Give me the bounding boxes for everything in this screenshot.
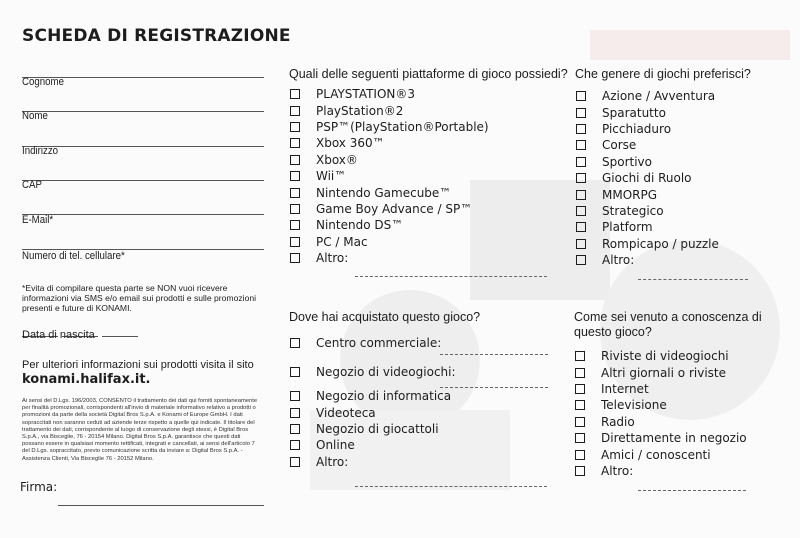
platform-option[interactable]: [290, 152, 489, 168]
form-title: SCHEDA DI REGISTRAZIONE: [22, 26, 291, 46]
option-label: Sparatutto: [602, 105, 666, 120]
mobile-field[interactable]: [22, 234, 264, 250]
option-label: Riviste di videogiochi: [601, 349, 729, 364]
birth-year-line[interactable]: [102, 336, 138, 337]
genre-option[interactable]: [576, 203, 719, 219]
platform-option[interactable]: [290, 119, 489, 135]
mall-name-field[interactable]: [440, 354, 548, 355]
purchase-option[interactable]: [290, 404, 456, 420]
checkbox[interactable]: [575, 466, 585, 476]
option-label: Rompicapo / puzzle: [602, 236, 719, 251]
option-label: Videoteca: [316, 405, 376, 420]
option-label: Azione / Avventura: [602, 89, 716, 104]
checkbox[interactable]: [290, 171, 300, 181]
checkbox[interactable]: [576, 255, 586, 265]
discovery-list: [575, 348, 747, 479]
option-label: Direttamente in negozio: [601, 431, 747, 446]
checkbox[interactable]: [290, 155, 300, 165]
option-label: Game Boy Advance / SP™: [316, 201, 473, 216]
discovery-other-field[interactable]: [638, 490, 746, 491]
genre-option[interactable]: [576, 121, 719, 137]
checkbox[interactable]: [575, 384, 585, 394]
checkbox[interactable]: [576, 91, 586, 101]
genre-option[interactable]: [576, 170, 719, 186]
checkbox[interactable]: [575, 417, 585, 427]
mobile-label-wrap: [22, 250, 264, 262]
checkbox[interactable]: [576, 239, 586, 249]
checkbox[interactable]: [576, 222, 586, 232]
checkbox[interactable]: [576, 140, 586, 150]
checkbox[interactable]: [290, 204, 300, 214]
surname-label: Cognome: [22, 76, 64, 88]
option-label: Xbox®: [316, 152, 358, 167]
genres-list: [576, 88, 719, 268]
option-label: Negozio di giocattoli: [316, 421, 439, 436]
sms-footnote: *Evita di compilare questa parte se NON vuoi ricevere informazioni via SMS e/o email sui prodotti e sulle promozioni presenti e future di KONAMI.: [22, 283, 257, 313]
discovery-option[interactable]: [575, 348, 747, 364]
genre-option[interactable]: [576, 154, 719, 170]
option-label: Internet: [601, 381, 649, 396]
email-label-wrap: [22, 214, 264, 226]
discovery-option[interactable]: [575, 397, 747, 413]
purchase-option[interactable]: [290, 454, 456, 470]
option-label: Nintendo Gamecube™: [316, 185, 452, 200]
checkbox[interactable]: [290, 188, 300, 198]
platform-other-field[interactable]: [355, 276, 547, 277]
platforms-list: [290, 86, 489, 266]
checkbox[interactable]: [290, 424, 300, 434]
platform-option[interactable]: [290, 234, 489, 250]
platforms-question: Quali delle seguenti piattaforme di gioco possiedi?: [289, 67, 568, 81]
checkbox[interactable]: [576, 206, 586, 216]
platform-option[interactable]: [290, 168, 489, 184]
genre-option[interactable]: [576, 104, 719, 120]
info-text: Per ulteriori informazioni sui prodotti visita il sito: [22, 359, 254, 371]
checkbox[interactable]: [290, 457, 300, 467]
platform-option[interactable]: [290, 217, 489, 233]
checkbox[interactable]: [575, 400, 585, 410]
option-label: Altro:: [316, 454, 349, 469]
option-label: Altro:: [316, 251, 349, 266]
checkbox[interactable]: [576, 124, 586, 134]
purchase-question: Dove hai acquistato questo gioco?: [289, 310, 481, 324]
checkbox[interactable]: [290, 138, 300, 148]
checkbox[interactable]: [290, 338, 300, 348]
checkbox[interactable]: [290, 122, 300, 132]
checkbox[interactable]: [575, 433, 585, 443]
option-label: Corse: [602, 138, 637, 153]
checkbox[interactable]: [575, 450, 585, 460]
cap-label: CAP: [22, 179, 42, 191]
purchase-other-field[interactable]: [355, 486, 547, 487]
discovery-option[interactable]: [575, 364, 747, 380]
option-label: PLAYSTATION®3: [316, 87, 416, 102]
checkbox[interactable]: [290, 106, 300, 116]
option-label: Giochi di Ruolo: [602, 171, 692, 186]
genre-option[interactable]: [576, 236, 719, 252]
platform-option[interactable]: [290, 102, 489, 118]
discovery-option[interactable]: [575, 381, 747, 397]
discovery-option[interactable]: [575, 446, 747, 462]
website-link[interactable]: konami.halifax.it.: [22, 372, 151, 387]
email-label: E-Mail*: [22, 214, 54, 226]
cap-label-wrap: [22, 179, 264, 191]
surname-label-wrap: [22, 76, 264, 88]
platform-option[interactable]: [290, 86, 489, 102]
option-label: Radio: [601, 414, 635, 429]
option-label: Altro:: [601, 463, 634, 478]
checkbox[interactable]: [290, 237, 300, 247]
checkbox[interactable]: [290, 391, 300, 401]
address-label-wrap: [22, 145, 264, 157]
option-label: Negozio di videogiochi:: [316, 364, 456, 379]
option-label: PlayStation®2: [316, 103, 404, 118]
discovery-question: Come sei venuto a conoscenza di questo gioco?: [574, 310, 762, 339]
option-label: PC / Mac: [316, 234, 368, 249]
option-label: Sportivo: [602, 154, 652, 169]
birth-date-label: Data di nascita: [22, 329, 95, 341]
checkbox[interactable]: [576, 173, 586, 183]
option-label: MMORPG: [602, 187, 658, 202]
genre-option[interactable]: [576, 186, 719, 202]
email-field[interactable]: [22, 199, 264, 215]
option-label: Strategico: [602, 203, 664, 218]
address-label: Indirizzo: [22, 145, 59, 157]
genre-option[interactable]: [576, 219, 719, 235]
signature-field[interactable]: [58, 505, 264, 506]
purchase-option[interactable]: [290, 330, 456, 355]
platform-option[interactable]: [290, 135, 489, 151]
checkbox[interactable]: [576, 157, 586, 167]
checkbox[interactable]: [290, 408, 300, 418]
option-label: Televisione: [601, 398, 667, 413]
checkbox[interactable]: [575, 368, 585, 378]
discovery-option[interactable]: [575, 430, 747, 446]
genre-option[interactable]: [576, 137, 719, 153]
option-label: Xbox 360™: [316, 136, 385, 151]
option-label: Negozio di informatica: [316, 389, 452, 404]
discovery-option[interactable]: [575, 414, 747, 430]
purchase-option[interactable]: [290, 388, 456, 404]
store-name-field[interactable]: [440, 387, 548, 388]
purchase-option[interactable]: [290, 437, 456, 453]
genre-other-field[interactable]: [638, 279, 748, 280]
mobile-label: Numero di tel. cellulare*: [22, 250, 125, 262]
platform-option[interactable]: [290, 201, 489, 217]
option-label: Platform: [602, 220, 653, 235]
name-label: Nome: [22, 110, 48, 122]
platform-option[interactable]: [290, 184, 489, 200]
option-label: Altro:: [602, 253, 635, 268]
checkbox[interactable]: [290, 220, 300, 230]
purchase-option[interactable]: [290, 421, 456, 437]
option-label: Centro commerciale:: [316, 335, 442, 350]
checkbox[interactable]: [290, 253, 300, 263]
purchase-list: [290, 330, 456, 470]
genre-option[interactable]: [576, 88, 719, 104]
signature-label: Firma:: [20, 480, 58, 494]
genre-option[interactable]: [576, 252, 719, 268]
checkbox[interactable]: [290, 440, 300, 450]
privacy-notice: Ai sensi del D.Lgs. 196/2003, CONSENTO il trattamento dei dati qui forniti spontaneamente per finalità promozionali, corrispondenti all'invio di materiale informativo relativo a prodotti o promozioni da parte della società Digital Bros S.p.A. e Konami of Europe GmbH. I dati sopraccitati non saranno ceduti ad aziende terze rispetto a quelle qui indicate. Il titolare del trattamento dei dati, corrispondente al luogo di conservazione degli stessi, è Digital Bros S.p.A., via Bisceglie, 76 - 20154 Milano. Digital Bros S.p.A. garantisce che questi dati possano essere in qualsiasi momento rettificati, integrati e cancellati, ai sensi dell'articolo 7 del D.Lgs. sopraccitato, previo comunicazione scritta da inviare a: Digital Bros S.p.A. - Assistenza Clienti, Via Bisceglie 76 - 20152 Milano.: [22, 398, 258, 462]
checkbox[interactable]: [576, 190, 586, 200]
checkbox[interactable]: [575, 351, 585, 361]
name-label-wrap: [22, 110, 264, 122]
checkbox[interactable]: [576, 108, 586, 118]
checkbox[interactable]: [290, 89, 300, 99]
option-label: Wii™: [316, 169, 347, 184]
genres-question: Che genere di giochi preferisci?: [575, 67, 751, 81]
purchase-option[interactable]: [290, 355, 456, 388]
checkbox[interactable]: [290, 367, 300, 377]
option-label: Amici / conoscenti: [601, 447, 711, 462]
option-label: Altri giornali o riviste: [601, 365, 726, 380]
option-label: Picchiaduro: [602, 121, 672, 136]
option-label: Online: [316, 438, 355, 453]
option-label: PSP™(PlayStation®Portable): [316, 119, 489, 134]
discovery-option[interactable]: [575, 463, 747, 479]
option-label: Nintendo DS™: [316, 218, 404, 233]
platform-option[interactable]: [290, 250, 489, 266]
